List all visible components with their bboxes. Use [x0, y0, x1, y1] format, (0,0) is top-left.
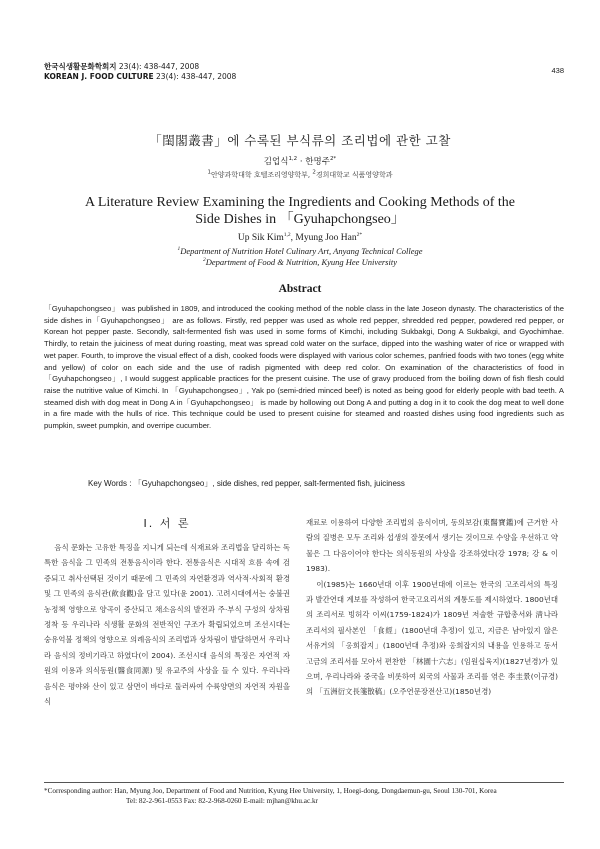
- footnote-line-1: *Corresponding author: Han, Myung Joo, Department of Food and Nutrition, Kyung Hee University, 1, Hoegi-dong, Dongdaemun-gu, Seoul 130-701, Korea: [44, 787, 497, 795]
- author-sep-kr: ·: [297, 157, 306, 167]
- affil-2-kr-sup: 2: [312, 169, 316, 176]
- english-title: [0, 194, 600, 228]
- author-2-en: Myung Joo Han: [295, 233, 357, 243]
- affil-1-kr-sup: 1: [207, 169, 212, 176]
- journal-kr-name: 한국식생활문화학회지: [44, 62, 117, 71]
- journal-en-volume: 23(4): 438-447, 2008: [156, 72, 237, 81]
- author-2-kr-sup: 2*: [329, 156, 337, 163]
- affil-1-en: Department of Nutrition Hotel Culinary Art, Anyang Technical College: [180, 246, 423, 256]
- keywords-text: 「Gyuhapchongseo」, side dishes, red pepper, salt-fermented fish, juiciness: [133, 479, 405, 488]
- english-affiliations: [0, 246, 600, 268]
- footnote-divider: [44, 782, 564, 783]
- footnote-line-2: Tel: 82-2-961-0553 Fax: 82-2-968-0260 E-mail: mjhan@khu.ac.kr: [126, 797, 318, 805]
- korean-affiliations: [0, 170, 600, 180]
- journal-kr-volume: 23(4): 438-447, 2008: [118, 62, 200, 71]
- english-authors: [0, 233, 600, 243]
- affil-2-en-sup: 2: [203, 257, 206, 264]
- english-title-line-2: Side Dishes in 「Gyuhapchongseo」: [195, 212, 405, 227]
- journal-header: [44, 62, 564, 82]
- section-heading-introduction: I. 서 론: [143, 517, 191, 530]
- affil-1-kr: 안양과학대학 호텔조리영양학부,: [211, 171, 313, 179]
- affil-2-kr: 경희대학교 식품영양학과: [315, 171, 393, 179]
- page-number: 438: [551, 66, 564, 75]
- affil-1-en-sup: 1: [177, 246, 181, 253]
- author-1-kr-sup: 1,2: [288, 156, 298, 163]
- english-title-line-1: A Literature Review Examining the Ingredients and Cooking Methods of the: [84, 195, 515, 210]
- abstract-heading: Abstract: [278, 283, 322, 295]
- affil-2-en: Department of Food & Nutrition, Kyung Hee University: [205, 257, 397, 267]
- intro-paragraph-1: 음식 문화는 고유한 특징을 지니게 되는데 식재료와 조리법을 달리하는 독특한 음식을 그 민족의 전통음식이라 한다. 전통음식은 시대적 흐름 속에 검증되고 취사선택된 것이기 때문에 그 민족의 자연환경과 역사적·사회적 환경 및 그 민족의 음식관(飮食觀)을 담고 있다(윤 2001). 고려시대에서는 숭불권농정책 영향으로 양곡이 증산되고 채소음식의 발전과 주·부식 구성의 상차림 정착 등 우리나라 식생활 문화의 전반적인 구조가 확립되었으며 조선시대는 숭유억불 정책의 영향으로 의례음식의 조리법과 상차림이 발달하면서 우리나라 음식의 정비기라고 하였다(이 2004). 조선시대 음식의 특징은 자연적 자원의 이용과 의식동원(醫食同源) 및 유교주의 사상을 들 수 있다. 우리나라 음식은 평야와 산이 있고 삼면이 바다로 둘러싸여 수륙양면의 자연적 자원을 식: [44, 543, 290, 707]
- author-2-kr: 한명주: [305, 157, 330, 167]
- journal-kr-line: [44, 62, 564, 72]
- korean-authors: [0, 155, 600, 167]
- body-column-right: [306, 515, 558, 700]
- journal-en-line: [44, 72, 564, 82]
- author-1-kr: 김업식: [263, 157, 289, 167]
- body-column-left: [44, 540, 290, 709]
- keywords: [88, 478, 568, 489]
- journal-en-name: KOREAN J. FOOD CULTURE: [44, 72, 154, 81]
- intro-paragraph-1-continued: 재료로 이용하여 다양한 조리법의 음식이며, 동의보감(東醫寶鑑)에 근거한 사람의 질병은 모두 조리와 섭생의 잘못에서 생기는 것이므로 수양을 우선하고 약물은 그 다음이어야 한다는 의식동원의 사상을 강조하였다(강 1978; 강 & 이 1983).: [306, 518, 558, 574]
- corresponding-author-footnote: [44, 786, 564, 806]
- author-sep-en: ,: [290, 233, 296, 243]
- affil-1-en-line: [0, 246, 600, 257]
- author-1-en-sup: 1,2: [283, 231, 291, 238]
- korean-title: 「閨閣叢書」에 수록된 부식류의 조리법에 관한 고찰: [149, 133, 451, 148]
- keywords-label: Key Words :: [88, 479, 134, 488]
- author-2-en-sup: 2*: [356, 231, 363, 238]
- affil-2-en-line: [0, 257, 600, 268]
- intro-paragraph-2: 이(1985)는 1660년대 이후 1900년대에 이르는 한국의 고조리서의 특징과 발간연대 계보를 작성하여 한국고요리서의 계통도를 제시하였다. 1800년대의 조리서로 빙허각 이씨(1759-1824)가 1809년 저술한 규합총서와 淸나라 조리서의 필사본인 「食經」(1800년대 추정)이 있고, 지금은 남아있지 않은 서유거의 「옹희잡지」(1800년대 추정)와 옹희잡지의 내용을 인용하고 동서고금의 조리서를 모아서 편찬한 「林園十六志」(임원십육지)(1827년경)가 있으며, 우리나라와 중국을 비롯하여 외국의 사물과 조리를 엮은 李圭景(이규경)의 「五洲衍文長箋散稿」(오주연문장전산고)(1850년경): [306, 579, 558, 697]
- abstract-text: 「Gyuhapchongseo」 was published in 1809, and introduced the cooking method of the noble class in the late Joseon dynasty. The characteristics of the side dishes in「Gyuhapchongseo」 are as follows. Firstly, red pepper was used as whole red pepper, shredded red pepper, powdered red pepper, or Korean hot pepper paste. Secondly, salt-fermented fish was used in some forms of Kimchi, including Sukbakgi, Dong A Sukbakgi, and Gyochimhae. Thirdly, to retain the juiciness of meat during roasting, meat was spread cold water on the surface, dipped into the washing water of rice or wrapped with wet paper. Fourth, to improve the visual effect of a dish, cooked foods were displayed with various color schemes, panfried foods with two tones (egg white and yellow) of color on each side and the use of radish pigmented with deep red color. On examination of the characteristics of food in 「Gyuhapchongseo」, I would suggest applicable practices for the present cuisine. The use of gravy produced from the boiling down of fish flesh could raise the nutritive value of Kimchi. In 「Gyuhapchongseo」, Yak po (semi-dried minced beef) is noted as being good for elderly people with bad teeth. A steamed dish with dog meat in Dong A in「Gyuhapchongseo」 is made by hollowing out Dong A and putting a dog in it to cook the dog meat to well done in a fire made with the hulls of rice. This technique could be used to present cuisine for steamed and roasted dishes using food ingredients such as pumpkin, sweet pumpkin, and overripe cucumber.: [44, 304, 564, 431]
- author-1-en: Up Sik Kim: [237, 233, 284, 243]
